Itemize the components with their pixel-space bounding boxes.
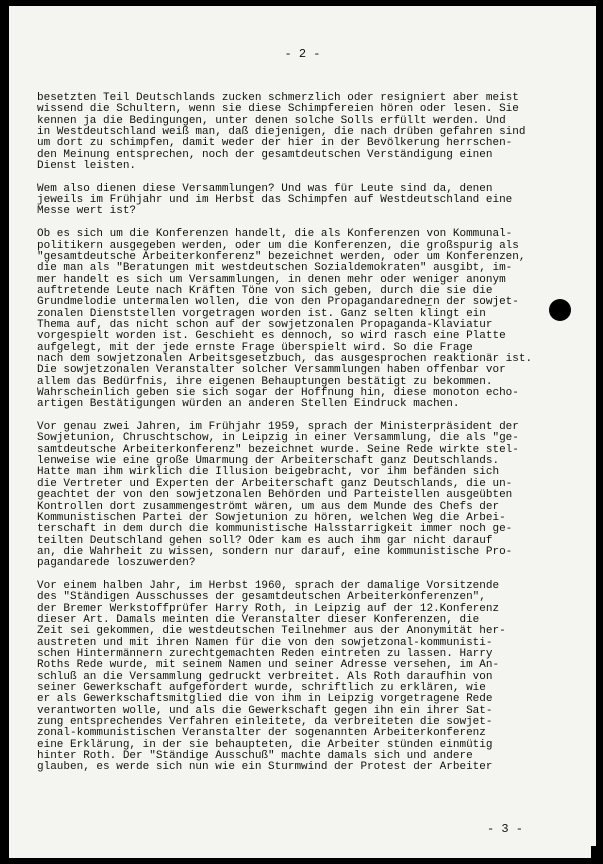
text-line: schluß an die Versammlung gedruckt verbreitet. Als Roth daraufhin von	[37, 670, 493, 683]
page-number: - 2 -	[284, 47, 321, 61]
text-line: nach dem sowjetzonalen Arbeitsgesetzbuch, das ausgesprochen reaktionär ist.	[37, 353, 533, 365]
paragraph	[37, 422, 577, 569]
text-line: eine Erklärung, in der sie behaupteten, die Arbeiter stünden einmütig	[37, 738, 493, 751]
text-line: dieser Art. Damals meinten die Veranstalter dieser Konferenzen, die	[37, 614, 480, 626]
text-line: zonal-kommunistischen Veranstalter der sogenannten Arbeiterkonferenz	[37, 727, 486, 740]
text-line: artigen Bestätigungen würden an anderen Stellen Eindruck machen.	[37, 398, 460, 411]
paragraph	[37, 581, 577, 774]
punch-hole	[549, 299, 571, 321]
text-line: zung entsprechendes Verfahren einleitete, da verbreiteten die sowjet-	[37, 716, 493, 729]
text-line: Hatte man ihm wirklich die Illusion beigebracht, vor ihm befänden sich	[37, 466, 500, 479]
paragraph	[37, 229, 577, 411]
text-line: lenweise wie eine große Umarmung der Arbeiterschaft ganz Deutschlands.	[37, 455, 500, 468]
text-line: Dienst leisten.	[37, 160, 137, 173]
text-line: austreten und mit ihren Namen für die von den sowjetzonal-kommunisti-	[37, 636, 493, 649]
text-line: des "Ständigen Ausschusses der gesamtdeutschen Arbeiterkonferenzen",	[37, 591, 486, 604]
text-line: allem das Bedürfnis, ihre eigenen Behauptungen bestätigt zu bekommen.	[37, 375, 493, 388]
text-line: politikern ausgegeben werden, oder um die Konferenzen, die großspurig als	[37, 239, 519, 252]
text-line: jeweils im Frühjahr und im Herbst das Schimpfen auf Westdeutschland eine	[37, 194, 513, 207]
text-line: glauben, es werde sich nun wie ein Sturmwind der Protest der Arbeiter	[37, 761, 493, 774]
text-line: samtdeutsche Arbeiterkonferenz" bezeichnet wurde. Seine Rede wirkte stel-	[37, 443, 519, 456]
text-line: geachtet der von den sowjetzonalen Behörden und Parteistellen ausgeübten	[37, 489, 513, 502]
text-line: auftretende Leute nach Kräften Töne von sich geben, durch die sie die	[37, 284, 493, 297]
text-line: die man als "Beratungen mit westdeutschen Sozialdemokraten" ausgibt, im-	[37, 262, 513, 275]
text-line: Ob es sich um die Konferenzen handelt, die als Konferenzen von Kommunal-	[37, 228, 513, 241]
text-line: um dort zu schimpfen, damit weder der hier in der Bevölkerung herrschen-	[37, 137, 513, 150]
text-line: kennen ja die Bedingungen, unter denen solche Solls erfüllt werden. Und	[37, 114, 506, 127]
text-line: Kontrollen dort zusammengeströmt wären, um aus dem Munde des Chefs der	[37, 500, 500, 513]
scan-edge-mark	[591, 846, 596, 858]
next-page-marker: - 3 -	[487, 822, 524, 836]
text-line: Thema auf, das nicht schon auf der sowjetzonalen Propaganda-Klaviatur	[37, 318, 493, 331]
text-line: seiner Gewerkschaft aufgefordert wurde, schriftlich zu erklären, wie	[37, 682, 486, 695]
text-line: vorgespielt worden ist. Geschieht es dennoch, so wird rasch eine Platte	[37, 330, 506, 343]
text-line: zonalen Dienststellen vorgetragen worden ist. Ganz selten klingt ein	[37, 307, 486, 320]
text-line: an, die Wahrheit zu wissen, sondern nur darauf, eine kommunistische Pro-	[37, 545, 513, 558]
text-line: Roths Rede wurde, mit seinem Namen und seiner Adresse versehen, im An-	[37, 659, 500, 672]
text-line: die Vertreter und Experten der Arbeiterschaft ganz Deutschlands, die un-	[37, 477, 513, 490]
text-line: Wem also dienen diese Versammlungen? Und was für Leute sind da, denen	[37, 182, 493, 195]
text-line: Die sowjetzonalen Veranstalter solcher Versammlungen haben offenbar vor	[37, 364, 506, 377]
text-line: terschaft in dem durch die kommunistische Halsstarrigkeit immer noch ge-	[37, 523, 513, 536]
text-line: den Meinung entsprechen, noch der gesamtdeutschen Verständigung einen	[37, 148, 493, 161]
text-line: Vor genau zwei Jahren, im Frühjahr 1959, sprach der Ministerpräsident der	[37, 421, 519, 434]
text-line: aufgelegt, mit der jede ernste Frage überspielt wird. So die Frage	[37, 341, 473, 354]
text-line: "gesamtdeutsche Arbeiterkonferenz" bezeichnet werden, oder um Konferenzen,	[37, 250, 526, 263]
text-line: Grundmelodie untermalen wollen, die von den Propagandaredner̲n der sowjet-	[37, 296, 519, 309]
text-line: Vor einem halben Jahr, im Herbst 1960, sprach der damalige Vorsitzende	[37, 579, 500, 592]
text-line: pagandarede loszuwerden?	[37, 557, 196, 570]
text-line: mer handelt es sich um Versammlungen, in denen mehr oder weniger anonym	[37, 273, 506, 286]
text-line: er als Gewerkschaftsmitglied die von ihm in Leipzig vorgetragene Rede	[37, 693, 493, 706]
text-line: Sowjetunion, Chruschtschow, in Leipzig in einer Versammlung, die als "ge-	[37, 432, 519, 445]
text-line: teilten Deutschland gehen soll? Oder kam es auch ihm gar nicht darauf	[37, 534, 493, 547]
text-line: schen Hintermännern zurechtgemachten Reden eintreten zu lassen. Harry	[37, 648, 493, 661]
paragraph	[37, 184, 577, 218]
text-line: verantworten wolle, und als die Gewerkschaft gegen ihn ein ihrer Sat-	[37, 704, 493, 717]
body-text	[37, 93, 577, 785]
text-line: wissend die Schultern, wenn sie diese Schimpfereien hören oder lesen. Sie	[37, 103, 519, 116]
text-line: Messe wert ist?	[37, 205, 137, 218]
document-page	[9, 6, 596, 858]
text-line: Kommunistischen Partei der Sowjetunion zu hören, welchen Weg die Arbei-	[37, 511, 506, 524]
text-line: der Bremer Werkstoffprüfer Harry Roth, in Leipzig auf der 12.Konferenz	[37, 602, 500, 615]
text-line: hinter Roth. Der "Ständige Ausschuß" machte damals sich und andere	[37, 750, 473, 763]
text-line: in Westdeutschland weiß man, daß diejenigen, die nach drüben gefahren sind	[37, 126, 526, 139]
paragraph	[37, 93, 577, 172]
text-line: besetzten Teil Deutschlands zucken schmerzlich oder resigniert aber meist	[37, 92, 519, 104]
text-line: Wahrscheinlich geben sie sich sogar der Hoffnung hin, diese monoton echo-	[37, 387, 519, 400]
text-line: Zeit sei gekommen, die westdeutschen Teilnehmer aus der Anonymität her-	[37, 625, 506, 638]
